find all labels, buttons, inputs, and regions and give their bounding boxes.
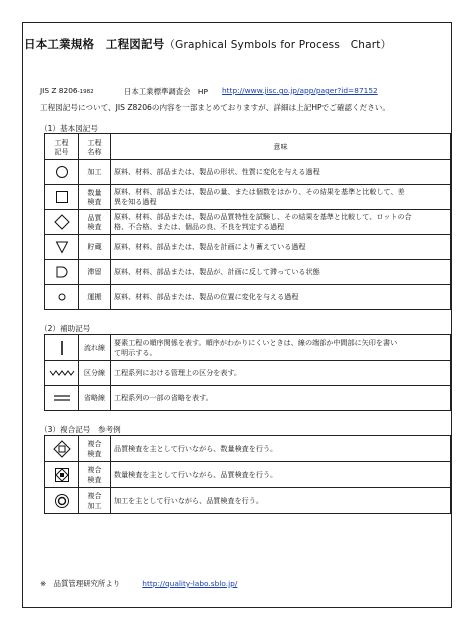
symbol-name: 区分線 bbox=[79, 361, 111, 386]
symbol-description: 数量検査を主として行いながら、品質検査を行う。 bbox=[111, 462, 451, 488]
table-row bbox=[45, 386, 451, 411]
process-description: 原料、材料、部品または、製品を計画により蓄えている過程 bbox=[111, 235, 451, 260]
basic-symbols-table bbox=[44, 133, 451, 310]
diamond-with-square-icon bbox=[45, 436, 79, 462]
process-description: 原料、材料、部品または、製品の量、または個数をはかり、その結果を基準と比較して、差 異を知る過程 bbox=[111, 185, 451, 210]
square-with-diamond-icon bbox=[45, 462, 79, 488]
table-row bbox=[45, 185, 451, 210]
footer-source-link[interactable]: http://quality-labo.sblo.jp/ bbox=[142, 579, 238, 588]
table-row bbox=[45, 260, 451, 285]
symbol-description: 工程系列の一部の省略を表す。 bbox=[111, 386, 451, 411]
process-description: 原料、材料、部品または、製品の位置に変化を与える過程 bbox=[111, 285, 451, 310]
header-name: 工程 名称 bbox=[79, 134, 111, 160]
jis-hp-link[interactable]: http://www.jisc.go.jp/app/pager?id=87152 bbox=[222, 86, 378, 95]
table-row bbox=[45, 488, 451, 514]
symbol-name: 複合 加工 bbox=[79, 488, 111, 514]
symbol-description: 品質検査を主として行いながら、数量検査を行う。 bbox=[111, 436, 451, 462]
d-shape-icon bbox=[45, 260, 79, 285]
composite-symbols-table bbox=[44, 435, 451, 514]
table-header-row bbox=[45, 134, 451, 160]
section-composite-symbols-heading: （3）複合記号 参考例 bbox=[40, 425, 121, 434]
circle-with-circle-icon bbox=[45, 488, 79, 514]
square-icon bbox=[45, 185, 79, 210]
process-description: 原料、材料、部品または、製品が、計画に反して滞っている状態 bbox=[111, 260, 451, 285]
table-row bbox=[45, 285, 451, 310]
symbol-name: 流れ線 bbox=[79, 335, 111, 361]
process-name: 貯蔵 bbox=[79, 235, 111, 260]
process-description: 原料、材料、部品または、製品の品質特性を試験し、その結果を基準と比較して、ロットの合 格、不合格、または、個品の良、不良を判定する過程 bbox=[111, 210, 451, 235]
intro-text: 工程図記号について、JIS Z8206の内容を一部まとめておりますが、詳細は上記HPでご確認ください。 bbox=[40, 103, 390, 112]
header-meaning: 意味 bbox=[111, 134, 451, 160]
process-name: 加工 bbox=[79, 160, 111, 185]
auxiliary-symbols-table bbox=[44, 334, 451, 411]
vertical-line-icon bbox=[45, 335, 79, 361]
symbol-name: 複合 検査 bbox=[79, 436, 111, 462]
diamond-icon bbox=[45, 210, 79, 235]
section-basic-symbols-heading: （1）基本図記号 bbox=[40, 124, 98, 133]
section-auxiliary-symbols-heading: （2）補助記号 bbox=[40, 324, 91, 333]
jis-standard-number: JIS Z 8206-1982 bbox=[40, 86, 94, 95]
footer-note: ※ 品質管理研究所より bbox=[40, 579, 121, 588]
double-line-icon bbox=[45, 386, 79, 411]
process-name: 運搬 bbox=[79, 285, 111, 310]
page-title: 日本工業規格 工程図記号（Graphical Symbols for Process Chart） bbox=[24, 37, 392, 51]
triangle-down-icon bbox=[45, 235, 79, 260]
small-circle-icon bbox=[45, 285, 79, 310]
jis-org-label: 日本工業標準調査会 HP bbox=[124, 87, 208, 96]
table-row bbox=[45, 462, 451, 488]
process-name: 品質 検査 bbox=[79, 210, 111, 235]
process-description: 原料、材料、部品または、製品の形状、性質に変化を与える過程 bbox=[111, 160, 451, 185]
process-name: 滞留 bbox=[79, 260, 111, 285]
table-row bbox=[45, 210, 451, 235]
process-name: 数量 検査 bbox=[79, 185, 111, 210]
table-row bbox=[45, 235, 451, 260]
zigzag-line-icon bbox=[45, 361, 79, 386]
symbol-description: 工程系列における管理上の区分を表す。 bbox=[111, 361, 451, 386]
header-symbol: 工程 記号 bbox=[45, 134, 79, 160]
table-row bbox=[45, 160, 451, 185]
footer-source bbox=[40, 578, 237, 589]
symbol-name: 複合 検査 bbox=[79, 462, 111, 488]
symbol-description: 加工を主として行いながら、品質検査を行う。 bbox=[111, 488, 451, 514]
circle-icon bbox=[45, 160, 79, 185]
table-row bbox=[45, 361, 451, 386]
symbol-name: 省略線 bbox=[79, 386, 111, 411]
table-row bbox=[45, 335, 451, 361]
table-row bbox=[45, 436, 451, 462]
symbol-description: 要素工程の順序関係を表す。順序がわかりにくいときは、線の端部か中間部に矢印を書い て明示する。 bbox=[111, 335, 451, 361]
